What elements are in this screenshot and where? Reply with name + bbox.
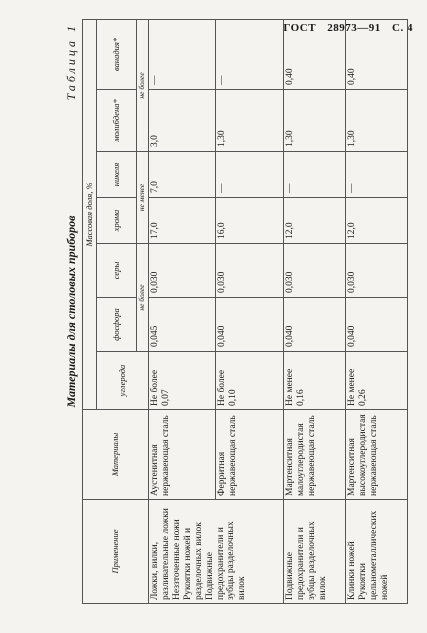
table-caption: Материалы для столовых приборов [64, 215, 78, 408]
standard-number: 28973—91 [327, 22, 381, 34]
col-materials: Материалы [83, 410, 149, 500]
cell-phosphorus: 0,040 [345, 298, 407, 352]
cell-sulfur: 0,030 [345, 244, 407, 298]
col-chromium: хрома [97, 198, 137, 244]
cell-sulfur: 0,030 [216, 244, 283, 298]
col-vanadium: ванадия* [97, 19, 137, 89]
cell-nickel: — [345, 152, 407, 198]
cell-application: Ложки, вилки, разливательные ложки Неззточенные ножи Рукоятки ножей и разделочных вилок Подвижные предохранители и зубцы разделочных вилок [149, 500, 284, 604]
cell-application: Клинки ножей Рукоятки цельнометаллических ножей [345, 500, 407, 604]
cell-phosphorus: 0,040 [216, 298, 283, 352]
cell-application: Подвижные предохранители и зубцы разделочных вилок [283, 500, 345, 604]
rotated-table-area [62, 15, 415, 608]
cell-vanadium: — [216, 19, 283, 89]
subhead-not-less: не менее [137, 152, 149, 244]
cell-molybdenum: 1,30 [345, 90, 407, 152]
cell-carbon: Не более 0,07 [149, 352, 216, 410]
subhead-not-more: не более [137, 244, 149, 352]
col-molybdenum: молибдена* [97, 90, 137, 152]
cell-vanadium: 0,40 [345, 19, 407, 89]
cell-material: Аустенитная нержавеющая сталь [149, 410, 216, 500]
cell-sulfur: 0,030 [283, 244, 345, 298]
cell-carbon: Не менее 0,16 [283, 352, 345, 410]
cell-molybdenum: 1,30 [283, 90, 345, 152]
col-carbon: углерода [97, 352, 149, 410]
materials-table [82, 19, 408, 604]
cell-molybdenum: 1,30 [216, 90, 283, 152]
subhead-not-more-2: не более [137, 19, 149, 151]
cell-chromium: 12,0 [283, 198, 345, 244]
table-row [283, 19, 345, 603]
cell-material: Мартенситная высокоуглеродистая нержавеющая сталь [345, 410, 407, 500]
table-label: Таблица 1 [64, 23, 78, 101]
cell-molybdenum: 3,0 [149, 90, 216, 152]
cell-nickel: — [216, 152, 283, 198]
col-mass-fraction: Массовая доля, % [83, 19, 97, 409]
cell-nickel: — [283, 152, 345, 198]
col-nickel: никеля [97, 152, 137, 198]
table-row [149, 19, 216, 603]
col-application: Применение [83, 500, 149, 604]
cell-phosphorus: 0,045 [149, 298, 216, 352]
col-sulfur: серы [97, 244, 137, 298]
cell-material: Мартенситная малоуглеродистая нержавеющая сталь [283, 410, 345, 500]
cell-chromium: 17,0 [149, 198, 216, 244]
page-number: С. 4 [392, 22, 413, 34]
table-row [345, 19, 407, 603]
cell-carbon: Не более 0,10 [216, 352, 283, 410]
cell-carbon: Не менее 0,26 [345, 352, 407, 410]
standard-label: ГОСТ [283, 22, 317, 34]
cell-nickel: 7,0 [149, 152, 216, 198]
cell-sulfur: 0,030 [149, 244, 216, 298]
cell-chromium: 16,0 [216, 198, 283, 244]
cell-material: Ферритная нержавеющая сталь [216, 410, 283, 500]
cell-phosphorus: 0,040 [283, 298, 345, 352]
col-phosphorus: фосфора [97, 298, 137, 352]
cell-vanadium: 0,40 [283, 19, 345, 89]
cell-vanadium: — [149, 19, 216, 89]
cell-chromium: 12,0 [345, 198, 407, 244]
